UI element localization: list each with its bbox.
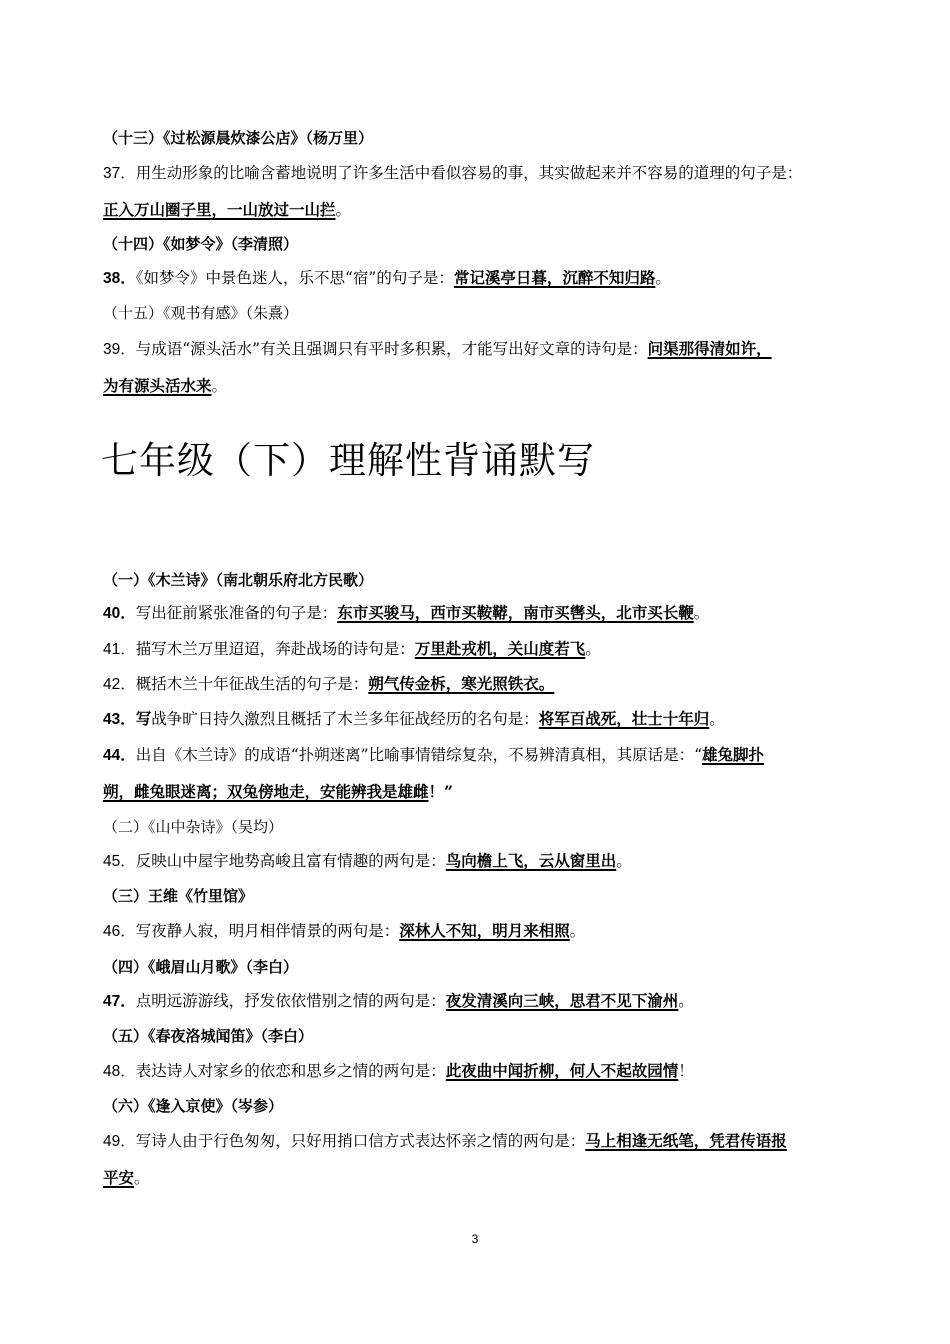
chapter-title: 七年级（下）理解性背诵默写	[101, 439, 595, 482]
answer-end: 。	[616, 852, 632, 870]
question-number: 39．	[103, 341, 136, 358]
question-text: 反映山中屋宇地势高峻且富有情趣的两句是：	[135, 852, 446, 870]
question-number: 45．	[103, 853, 136, 870]
section-heading-14: （十四）《如梦令》（李清照）	[103, 235, 299, 253]
section-heading-13: （十三）《过松源晨炊漆公店》（杨万里）	[103, 129, 374, 147]
question-37	[103, 163, 802, 184]
answer-end: 。	[693, 604, 710, 622]
question-text: 出自《木兰诗》的成语“扑朔迷离”比喻事情错综复杂，不易辨清真相，其原话是：“	[135, 746, 703, 764]
section-heading-5: （五）《春夜洛城闻笛》（李白）	[103, 1027, 314, 1045]
question-text: 写出征前紧张准备的句子是：	[135, 604, 338, 622]
answer: 正入万山圈子里，一山放过一山拦	[103, 200, 336, 219]
answer-end: 。	[211, 377, 228, 395]
question-41	[103, 639, 601, 660]
question-43	[103, 709, 725, 730]
answer-end: 。	[569, 922, 586, 940]
question-text: 写诗人由于行色匆匆，只好用捎口信方式表达怀亲之情的两句是：	[135, 1132, 586, 1150]
question-44	[103, 745, 764, 766]
question-number: 38．	[103, 270, 136, 287]
question-text: 点明远游游线，抒发依依惜别之情的两句是：	[135, 992, 446, 1010]
question-text: 《如梦令》中景色迷人，乐不思“宿”的句子是：	[135, 269, 454, 287]
question-44-answer-line	[103, 782, 453, 802]
answer-end: 。	[585, 640, 601, 658]
question-45	[103, 851, 632, 872]
answer-end: 。	[335, 201, 352, 219]
question-text: 表达诗人对家乡的依恋和思乡之情的两句是：	[135, 1062, 446, 1080]
question-49	[103, 1131, 787, 1152]
answer-end: 。	[709, 710, 725, 728]
answer-continued: 为有源头活水来	[103, 376, 212, 395]
question-text-bold: 写	[135, 709, 152, 728]
question-46	[103, 921, 585, 942]
answer: 将军百战死，壮士十年归	[538, 709, 710, 728]
question-39	[103, 339, 772, 360]
answer: 万里赴戎机，关山度若飞	[414, 639, 586, 658]
answer-end: 。	[134, 1169, 150, 1187]
section-heading-1: （一）《木兰诗》（南北朝乐府北方民歌）	[103, 571, 374, 589]
section-heading-3: （三）王维《竹里馆》	[103, 887, 254, 905]
section-heading-6: （六）《逢入京使》（岑参）	[103, 1097, 284, 1115]
answer: 鸟向檐上飞，云从窗里出	[445, 851, 617, 870]
question-text: 战争旷日持久激烈且概括了木兰多年征战经历的名句是：	[151, 710, 539, 728]
question-48	[103, 1061, 694, 1082]
answer: 问渠那得清如许，	[647, 339, 772, 358]
question-text: 概括木兰十年征战生活的句子是：	[135, 675, 369, 693]
question-number: 41．	[103, 641, 136, 658]
question-number: 37．	[103, 165, 136, 182]
question-39-answer-line	[103, 376, 227, 396]
answer: 雄兔脚扑	[702, 745, 765, 764]
answer-end: 。	[655, 269, 671, 287]
answer: 常记溪亭日暮，沉醉不知归路	[453, 268, 656, 287]
question-text: 用生动形象的比喻含蓄地说明了许多生活中看似容易的事，其实做起来并不容易的道理的句子是：	[135, 164, 803, 182]
page-number: 3	[471, 1232, 479, 1246]
answer-continued: 平安	[103, 1168, 135, 1187]
question-number: 42．	[103, 676, 136, 693]
section-heading-2: （二）《山中杂诗》（吴均）	[103, 818, 284, 836]
answer: 朔气传金柝，寒光照铁衣。	[368, 674, 555, 693]
answer: 东市买骏马，西市买鞍鞯，南市买辔头，北市买长鞭	[337, 603, 694, 622]
answer: 马上相逢无纸笔，凭君传语报	[585, 1131, 787, 1150]
answer: 夜发清溪向三峡，思君不见下渝州	[445, 991, 679, 1010]
question-number: 40．	[103, 605, 136, 622]
section-heading-15: （十五）《观书有感》（朱熹）	[103, 304, 299, 322]
question-text: 描写木兰万里迢迢，奔赴战场的诗句是：	[135, 640, 415, 658]
answer-continued: 朔，雌兔眼迷离；双兔傍地走，安能辨我是雄雌	[103, 782, 429, 801]
question-47	[103, 991, 694, 1012]
answer-end: ！”	[428, 782, 453, 801]
answer: 此夜曲中闻折柳，何人不起故园情	[445, 1061, 679, 1080]
question-number: 49．	[103, 1133, 136, 1150]
section-heading-4: （四）《峨眉山月歌》（李白）	[103, 958, 299, 976]
answer: 深林人不知，明月来相照	[399, 921, 570, 940]
question-number: 43．	[103, 711, 136, 728]
question-text: 与成语“源头活水”有关且强调只有平时多积累，才能写出好文章的诗句是：	[135, 340, 648, 358]
question-number: 46．	[103, 923, 136, 940]
question-text: 写夜静人寂，明月相伴情景的两句是：	[135, 922, 400, 940]
question-number: 47．	[103, 993, 136, 1010]
question-38	[103, 268, 671, 289]
question-40	[103, 603, 709, 624]
question-number: 44．	[103, 747, 136, 764]
answer-end: 。	[678, 992, 694, 1010]
question-42	[103, 674, 554, 695]
question-37-answer-line	[103, 200, 351, 220]
answer-end: ！	[678, 1062, 694, 1080]
question-49-answer-line	[103, 1168, 150, 1188]
question-number: 48．	[103, 1063, 136, 1080]
